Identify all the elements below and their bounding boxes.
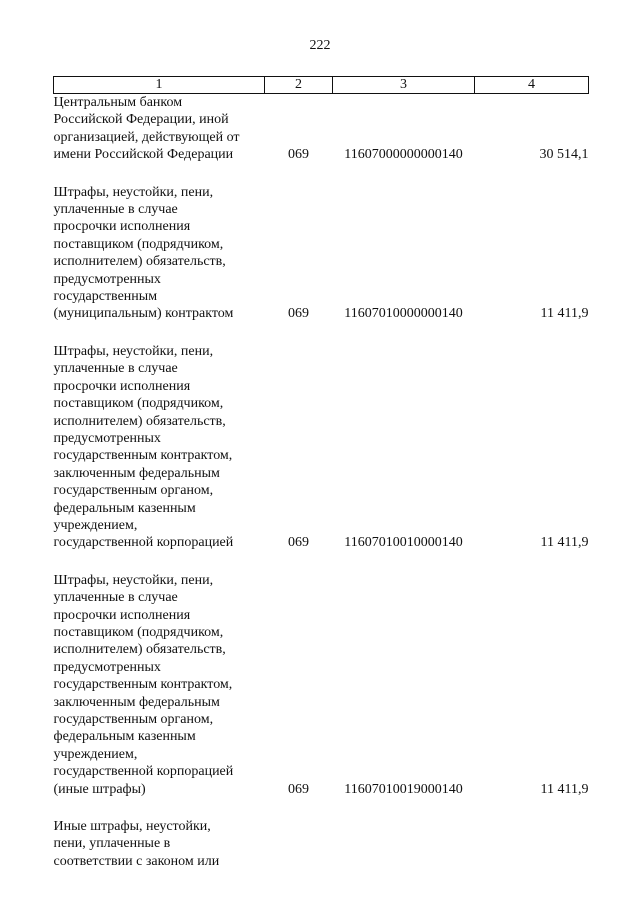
description-line: государственным bbox=[53, 289, 158, 305]
table-row bbox=[54, 343, 589, 572]
description-line: (иные штрафы) bbox=[53, 781, 146, 797]
row-description bbox=[54, 94, 265, 184]
table-row bbox=[54, 572, 589, 818]
description-line: (муниципальным) контрактом bbox=[53, 306, 234, 322]
description-line: федеральным казенным bbox=[53, 729, 196, 745]
column-header-1: 1 bbox=[54, 77, 265, 94]
row-admin-code: 069 bbox=[288, 306, 309, 322]
column-header-3: 3 bbox=[333, 77, 475, 94]
description-line: Штрафы, неустойки, пени, bbox=[53, 343, 214, 359]
description-line: уплаченные в случае bbox=[53, 361, 178, 377]
description-line: исполнителем) обязательств, bbox=[53, 254, 226, 270]
description-line: просрочки исполнения bbox=[53, 607, 191, 623]
description-line: поставщиком (подрядчиком, bbox=[53, 236, 224, 252]
description-line: поставщиком (подрядчиком, bbox=[53, 396, 224, 412]
description-line: исполнителем) обязательств, bbox=[53, 642, 226, 658]
description-line: исполнителем) обязательств, bbox=[53, 413, 226, 429]
row-admin-code bbox=[265, 818, 333, 870]
column-header-4: 4 bbox=[475, 77, 589, 94]
row-description bbox=[54, 572, 265, 818]
table-row bbox=[54, 94, 589, 184]
row-amount: 30 514,1 bbox=[539, 147, 589, 163]
row-description bbox=[54, 818, 265, 870]
description-line: предусмотренных bbox=[53, 430, 161, 446]
description-line: государственным органом, bbox=[53, 712, 214, 727]
description-line: Штрафы, неустойки, пени, bbox=[53, 184, 214, 200]
description-line: соответствии с законом или bbox=[53, 853, 220, 869]
description-line: государственной корпорацией bbox=[53, 764, 234, 780]
row-classification-code bbox=[333, 818, 475, 870]
description-line: просрочки исполнения bbox=[53, 378, 191, 394]
row-admin-code: 069 bbox=[288, 781, 309, 797]
row-classification-code: 11607010000000140 bbox=[344, 306, 463, 322]
row-description bbox=[54, 343, 265, 572]
description-line: поставщиком (подрядчиком, bbox=[53, 624, 224, 640]
row-amount: 11 411,9 bbox=[540, 535, 589, 551]
row-amount bbox=[475, 818, 589, 870]
row-amount: 11 411,9 bbox=[540, 781, 589, 797]
description-line: пени, уплаченные в bbox=[53, 836, 171, 852]
budget-revenue-table bbox=[53, 76, 589, 870]
column-header-2: 2 bbox=[265, 77, 333, 94]
page-number: 222 bbox=[309, 38, 331, 53]
row-classification-code: 11607000000000140 bbox=[344, 147, 463, 163]
description-line: организацией, действующей от bbox=[53, 129, 240, 145]
row-classification-code: 11607010019000140 bbox=[344, 781, 463, 797]
description-line: государственным контрактом, bbox=[53, 448, 233, 464]
description-line: просрочки исполнения bbox=[53, 219, 191, 235]
description-line: имени Российской Федерации bbox=[53, 147, 234, 163]
description-line: заключенным федеральным bbox=[53, 465, 220, 481]
table-header-row bbox=[54, 77, 589, 94]
description-line: учреждением, bbox=[53, 517, 138, 533]
description-line: Иные штрафы, неустойки, bbox=[53, 819, 211, 835]
description-line: предусмотренных bbox=[53, 659, 161, 675]
row-description bbox=[54, 184, 265, 343]
row-admin-code: 069 bbox=[288, 147, 309, 163]
table-row bbox=[54, 184, 589, 343]
description-line: предусмотренных bbox=[53, 271, 161, 287]
description-line: государственным органом, bbox=[53, 483, 214, 499]
description-line: уплаченные в случае bbox=[53, 590, 178, 606]
description-line: учреждением, bbox=[53, 746, 138, 762]
description-line: Российской Федерации, иной bbox=[53, 112, 229, 128]
description-line: заключенным федеральным bbox=[53, 694, 220, 710]
description-line: уплаченные в случае bbox=[53, 202, 178, 218]
table-body bbox=[54, 94, 589, 871]
row-classification-code: 11607010010000140 bbox=[344, 535, 463, 551]
description-line: Центральным банком bbox=[53, 95, 183, 110]
description-line: федеральным казенным bbox=[53, 500, 196, 516]
row-amount: 11 411,9 bbox=[540, 306, 589, 322]
description-line: государственным контрактом, bbox=[53, 677, 233, 693]
description-line: Штрафы, неустойки, пени, bbox=[53, 572, 214, 588]
description-line: государственной корпорацией bbox=[53, 535, 234, 551]
row-admin-code: 069 bbox=[288, 535, 309, 551]
table-row bbox=[54, 818, 589, 870]
